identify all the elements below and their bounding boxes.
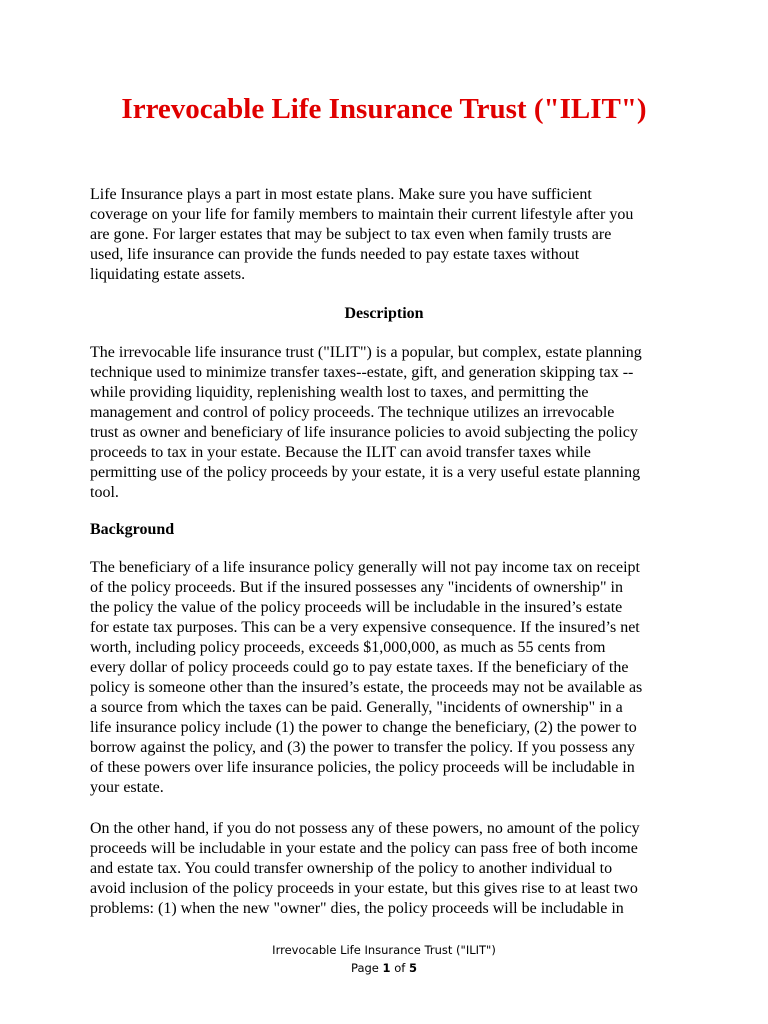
paragraph-line: while providing liquidity, replenishing wealth lost to taxes, and permitting the: [90, 384, 589, 401]
paragraph-line: worth, including policy proceeds, exceeds $1,000,000, as much as 55 cents from: [90, 639, 606, 656]
page-number: [0, 959, 768, 977]
paragraph-line: the policy the value of the policy proceeds will be includable in the insured’s estate: [90, 599, 623, 616]
paragraph-line: proceeds will be includable in your estate and the policy can pass free of both income: [90, 840, 638, 857]
paragraph-line: for estate tax purposes. This can be a very expensive consequence. If the insured’s net: [90, 619, 640, 636]
paragraph-line: borrow against the policy, and (3) the power to transfer the policy. If you possess any: [90, 739, 635, 756]
document-title: Irrevocable Life Insurance Trust ("ILIT"): [121, 93, 647, 125]
paragraph-line: a source from which the taxes can be paid. Generally, "incidents of ownership" in a: [90, 699, 623, 716]
footer-title: Irrevocable Life Insurance Trust ("ILIT"): [272, 943, 496, 957]
paragraph-line: management and control of policy proceeds. The technique utilizes an irrevocable: [90, 404, 615, 421]
intro-paragraph: [90, 185, 690, 285]
other-hand-paragraph: [90, 819, 690, 919]
background-paragraph: [90, 558, 690, 798]
page-footer: [0, 941, 768, 977]
paragraph-line: policy is someone other than the insured’s estate, the proceeds may not be available as: [90, 679, 643, 696]
paragraph-line: life insurance policy include (1) the power to change the beneficiary, (2) the power to: [90, 719, 637, 736]
page-current: 1: [382, 961, 391, 975]
paragraph-line: avoid inclusion of the policy proceeds in your estate, but this gives rise to at least two: [90, 880, 638, 897]
paragraph-line: Life Insurance plays a part in most estate plans. Make sure you have sufficient: [90, 186, 592, 203]
paragraph-line: technique used to minimize transfer taxes--estate, gift, and generation skipping tax --: [90, 364, 634, 381]
paragraph-line: of the policy proceeds. But if the insured possesses any "incidents of ownership" in: [90, 579, 623, 596]
background-heading: Background: [90, 521, 175, 538]
paragraph-line: proceeds to tax in your estate. Because the ILIT can avoid transfer taxes while: [90, 444, 591, 461]
paragraph-line: your estate.: [90, 779, 164, 796]
paragraph-line: are gone. For larger estates that may be subject to tax even when family trusts are: [90, 226, 612, 243]
description-heading: Description: [344, 305, 424, 322]
paragraph-line: permitting use of the policy proceeds by your estate, it is a very useful estate planning: [90, 464, 641, 481]
paragraph-line: tool.: [90, 484, 119, 501]
page-of: of: [394, 961, 406, 975]
page-total: 5: [408, 961, 417, 975]
paragraph-line: The beneficiary of a life insurance policy generally will not pay income tax on receipt: [90, 559, 640, 576]
paragraph-line: On the other hand, if you do not possess any of these powers, no amount of the policy: [90, 820, 640, 837]
description-paragraph: [90, 343, 690, 503]
paragraph-line: of these powers over life insurance policies, the policy proceeds will be includable in: [90, 759, 635, 776]
paragraph-line: trust as owner and beneficiary of life insurance policies to avoid subjecting the policy: [90, 424, 638, 441]
paragraph-line: used, life insurance can provide the funds needed to pay estate taxes without: [90, 246, 580, 263]
paragraph-line: liquidating estate assets.: [90, 266, 246, 283]
paragraph-line: every dollar of policy proceeds could go to pay estate taxes. If the beneficiary of the: [90, 659, 629, 676]
paragraph-line: The irrevocable life insurance trust ("ILIT") is a popular, but complex, estate planning: [90, 344, 642, 361]
page-word: Page: [351, 961, 379, 975]
paragraph-line: coverage on your life for family members to maintain their current lifestyle after you: [90, 206, 634, 223]
paragraph-line: and estate tax. You could transfer ownership of the policy to another individual to: [90, 860, 613, 877]
paragraph-line: problems: (1) when the new "owner" dies, the policy proceeds will be includable in: [90, 900, 624, 917]
